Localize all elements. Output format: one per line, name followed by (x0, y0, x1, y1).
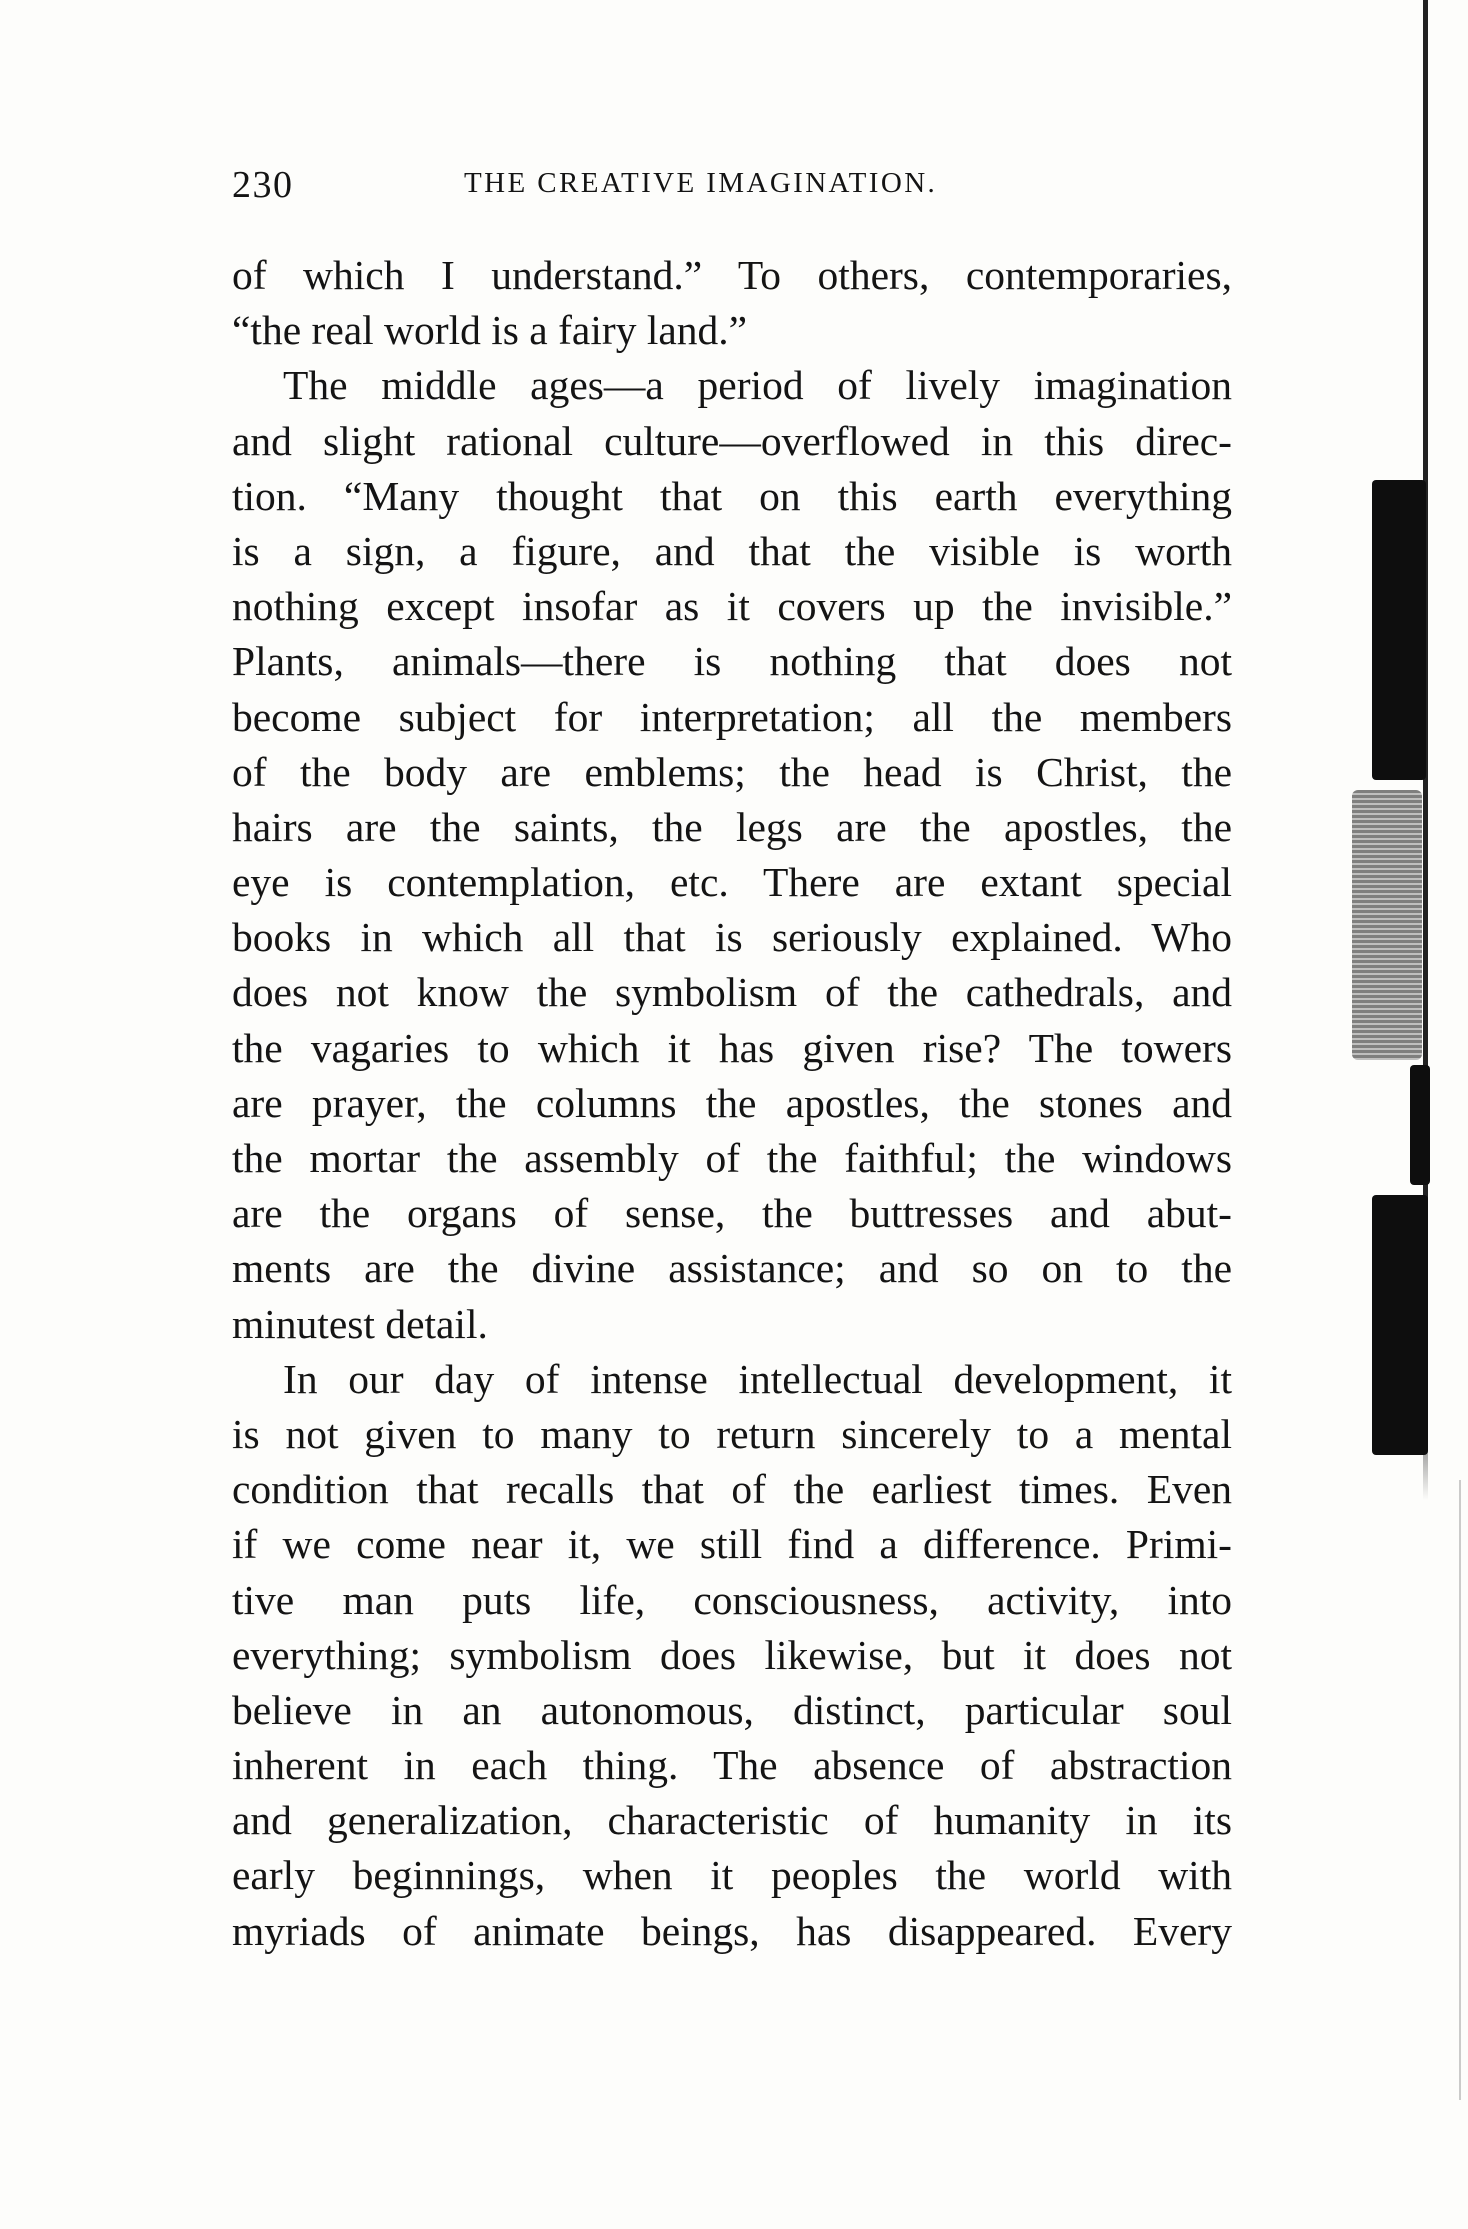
text-line: eye is contemplation, etc. There are extant special (232, 859, 1232, 906)
text-line: become subject for interpretation; all the members (232, 693, 1232, 740)
text-line: inherent in each thing. The absence of abstraction (232, 1742, 1232, 1789)
text-line: minutest detail. (232, 1300, 488, 1347)
text-line: condition that recalls that of the earliest times. Even (232, 1466, 1232, 1513)
text-line: Plants, animals—there is nothing that does not (232, 638, 1232, 685)
scan-edge-thin-line (1459, 1480, 1461, 2100)
text-line: if we come near it, we still find a difference. Primi- (232, 1521, 1232, 1568)
text-line: does not know the symbolism of the cathedrals, and (232, 969, 1232, 1016)
scan-edge-blot (1410, 1065, 1430, 1185)
text-line: are the organs of sense, the buttresses and abut- (232, 1190, 1232, 1237)
text-line: tive man puts life, consciousness, activity, into (232, 1576, 1232, 1623)
text-line: tion. “Many thought that on this earth everything (232, 472, 1232, 519)
text-line: the vagaries to which it has given rise? The towers (232, 1024, 1232, 1071)
text-line: hairs are the saints, the legs are the apostles, the (232, 803, 1232, 850)
text-line: early beginnings, when it peoples the world with (232, 1852, 1232, 1899)
page-number: 230 (232, 164, 294, 206)
text-line: myriads of animate beings, has disappeared. Every (232, 1907, 1232, 1954)
text-line: everything; symbolism does likewise, but it does not (232, 1631, 1232, 1678)
text-line: and slight rational culture—overflowed in this direc- (232, 417, 1232, 464)
scan-edge-smudge (1352, 790, 1422, 1060)
body-text (232, 248, 1232, 1959)
scan-edge-blot (1372, 480, 1426, 780)
scan-edge-blot (1372, 1195, 1428, 1455)
running-title: THE CREATIVE IMAGINATION. (464, 167, 938, 199)
text-line: is not given to many to return sincerely to a mental (232, 1410, 1232, 1457)
text-line: is a sign, a figure, and that the visible is worth (232, 527, 1232, 574)
text-line: ments are the divine assistance; and so on to the (232, 1245, 1232, 1292)
text-line: of the body are emblems; the head is Christ, the (232, 748, 1232, 795)
text-line: believe in an autonomous, distinct, particular soul (232, 1686, 1232, 1733)
text-line: the mortar the assembly of the faithful; the windows (232, 1135, 1232, 1181)
paragraph-start-line: In our day of intense intellectual development, it (283, 1355, 1232, 1402)
text-line: are prayer, the columns the apostles, the stones and (232, 1079, 1232, 1126)
paragraph-start-line: The middle ages—a period of lively imagination (283, 362, 1232, 409)
text-line: “the real world is a fairy land.” (232, 307, 748, 354)
text-line: books in which all that is seriously explained. Who (232, 914, 1232, 961)
text-line: and generalization, characteristic of humanity in its (232, 1797, 1232, 1844)
running-head (232, 163, 1232, 213)
text-line: of which I understand.” To others, contemporaries, (232, 252, 1232, 298)
text-line: nothing except insofar as it covers up the invisible.” (232, 583, 1232, 630)
